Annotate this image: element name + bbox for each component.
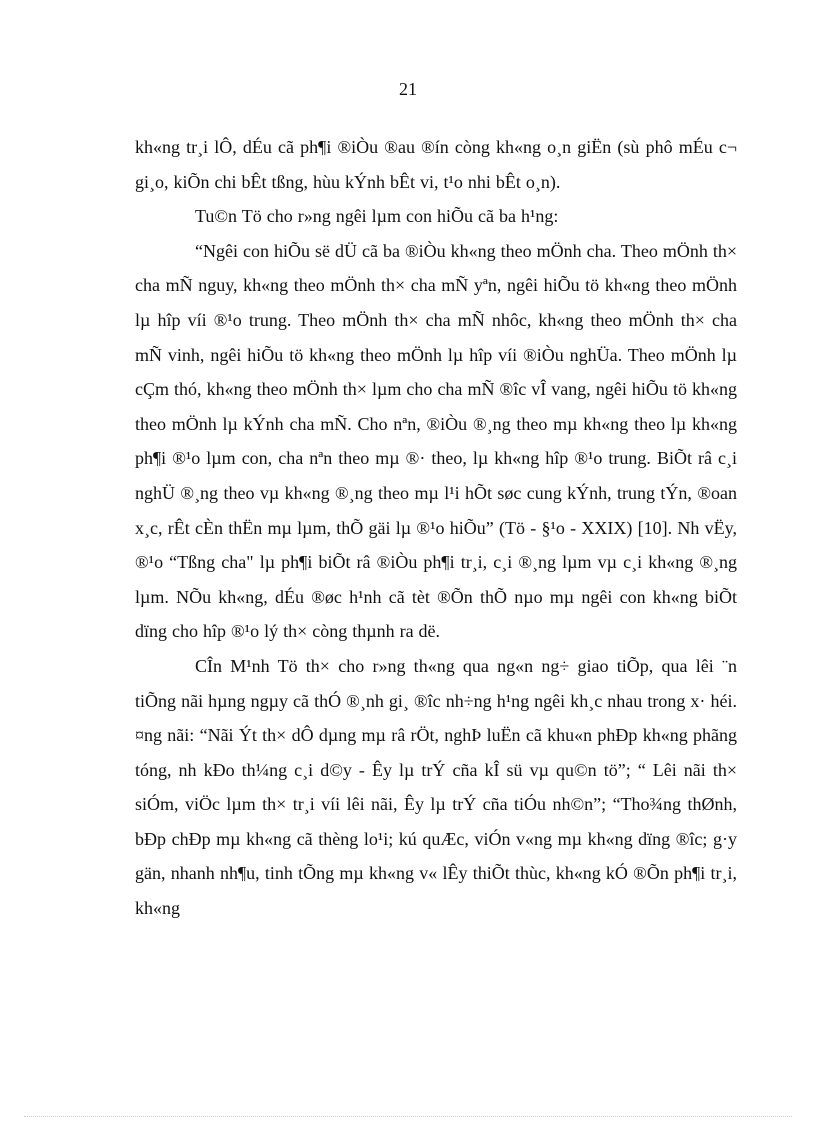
page-number: 21 [399,79,417,99]
footer-divider [24,1116,792,1117]
paragraph: kh«ng tr¸i lÔ, dÉu cã ph¶i ®iÒu ®au ®ín còng kh«ng o¸n giËn (sù phô mÉu c¬ gi¸o, kiÕn chi bÊt tßng, hùu kÝnh bÊt vi, t¹o nhi bÊt o¸n). [135,137,737,192]
paragraph: “Ngêi con hiÕu së dÜ cã ba ®iÒu kh«ng theo mÖnh cha. Theo mÖnh th× cha mÑ nguy, kh«ng theo mÖnh th× cha mÑ yªn, ngêi hiÕu tö kh«ng theo mÖnh lµ hîp víi ®¹o trung. Theo mÖnh th× cha mÑ nhôc, kh«ng theo mÖnh th× cha mÑ vinh, ngêi hiÕu tö kh«ng theo mÖnh lµ hîp víi ®iÒu nghÜa. Theo mÖnh lµ cÇm thó, kh«ng theo mÖnh th× lµm cho cha mÑ ®îc vÎ vang, ngêi hiÕu tö kh«ng theo mÖnh lµ kÝnh cha mÑ. Cho nªn, ®iÒu ®¸ng theo mµ kh«ng theo lµ kh«ng ph¶i ®¹o lµm con, cha nªn theo mµ ®· theo, lµ kh«ng hîp ®¹o trung. BiÕt râ c¸i nghÜ ®¸ng theo vµ kh«ng ®¸ng theo mµ l¹i hÕt søc cung kÝnh, trung tÝn, ®oan x¸c, rÊt cÈn thËn mµ lµm, thÕ gäi lµ ®¹o hiÕu” (Tö - §¹o - XXIX) [10]. Nh vËy, ®¹o “Tßng cha" lµ ph¶i biÕt râ ®iÒu ph¶i tr¸i, c¸i ®¸ng lµm vµ c¸i kh«ng ®¸ng lµm. NÕu kh«ng, dÉu ®øc h¹nh cã tèt ®Õn thÕ nµo mµ ngêi con kh«ng biÕt dïng cho hîp ®¹o lý th× còng thµnh ra dë. [135,240,737,642]
paragraph: Tu©n Tö cho r»ng ngêi lµm con hiÕu cã ba h¹ng: [195,206,559,227]
body-text [135,130,737,926]
paragraph: CÎn M¹nh Tö th× cho r»ng th«ng qua ng«n ng÷ giao tiÕp, qua lêi ¨n tiÕng nãi hµng ngµy cã thÓ ®¸nh gi¸ ®îc nh÷ng h¹ng ngêi kh¸c nhau trong x· héi. ¤ng nãi: “Nãi Ýt th× dÔ dµng mµ râ rÖt, nghÞ luËn cã khu«n phÐp kh«ng phãng tóng, nh kÐo th¼ng c¸i d©y - Êy lµ trÝ cña kÎ sü vµ qu©n tö”; “ Lêi nãi th× siÓm, viÖc lµm th× tr¸i víi lêi nãi, Êy lµ trÝ cña tiÓu nh©n”; “Tho¾ng thØnh, bÐp chÐp mµ kh«ng cã thèng lo¹i; kú quÆc, viÓn v«ng mµ kh«ng dïng ®îc; g·y gän, nhanh nh¶u, tinh tÕng mµ kh«ng v« lÊy thiÕt thùc, kh«ng kÓ ®Õn ph¶i tr¸i, kh«ng [135,655,737,919]
